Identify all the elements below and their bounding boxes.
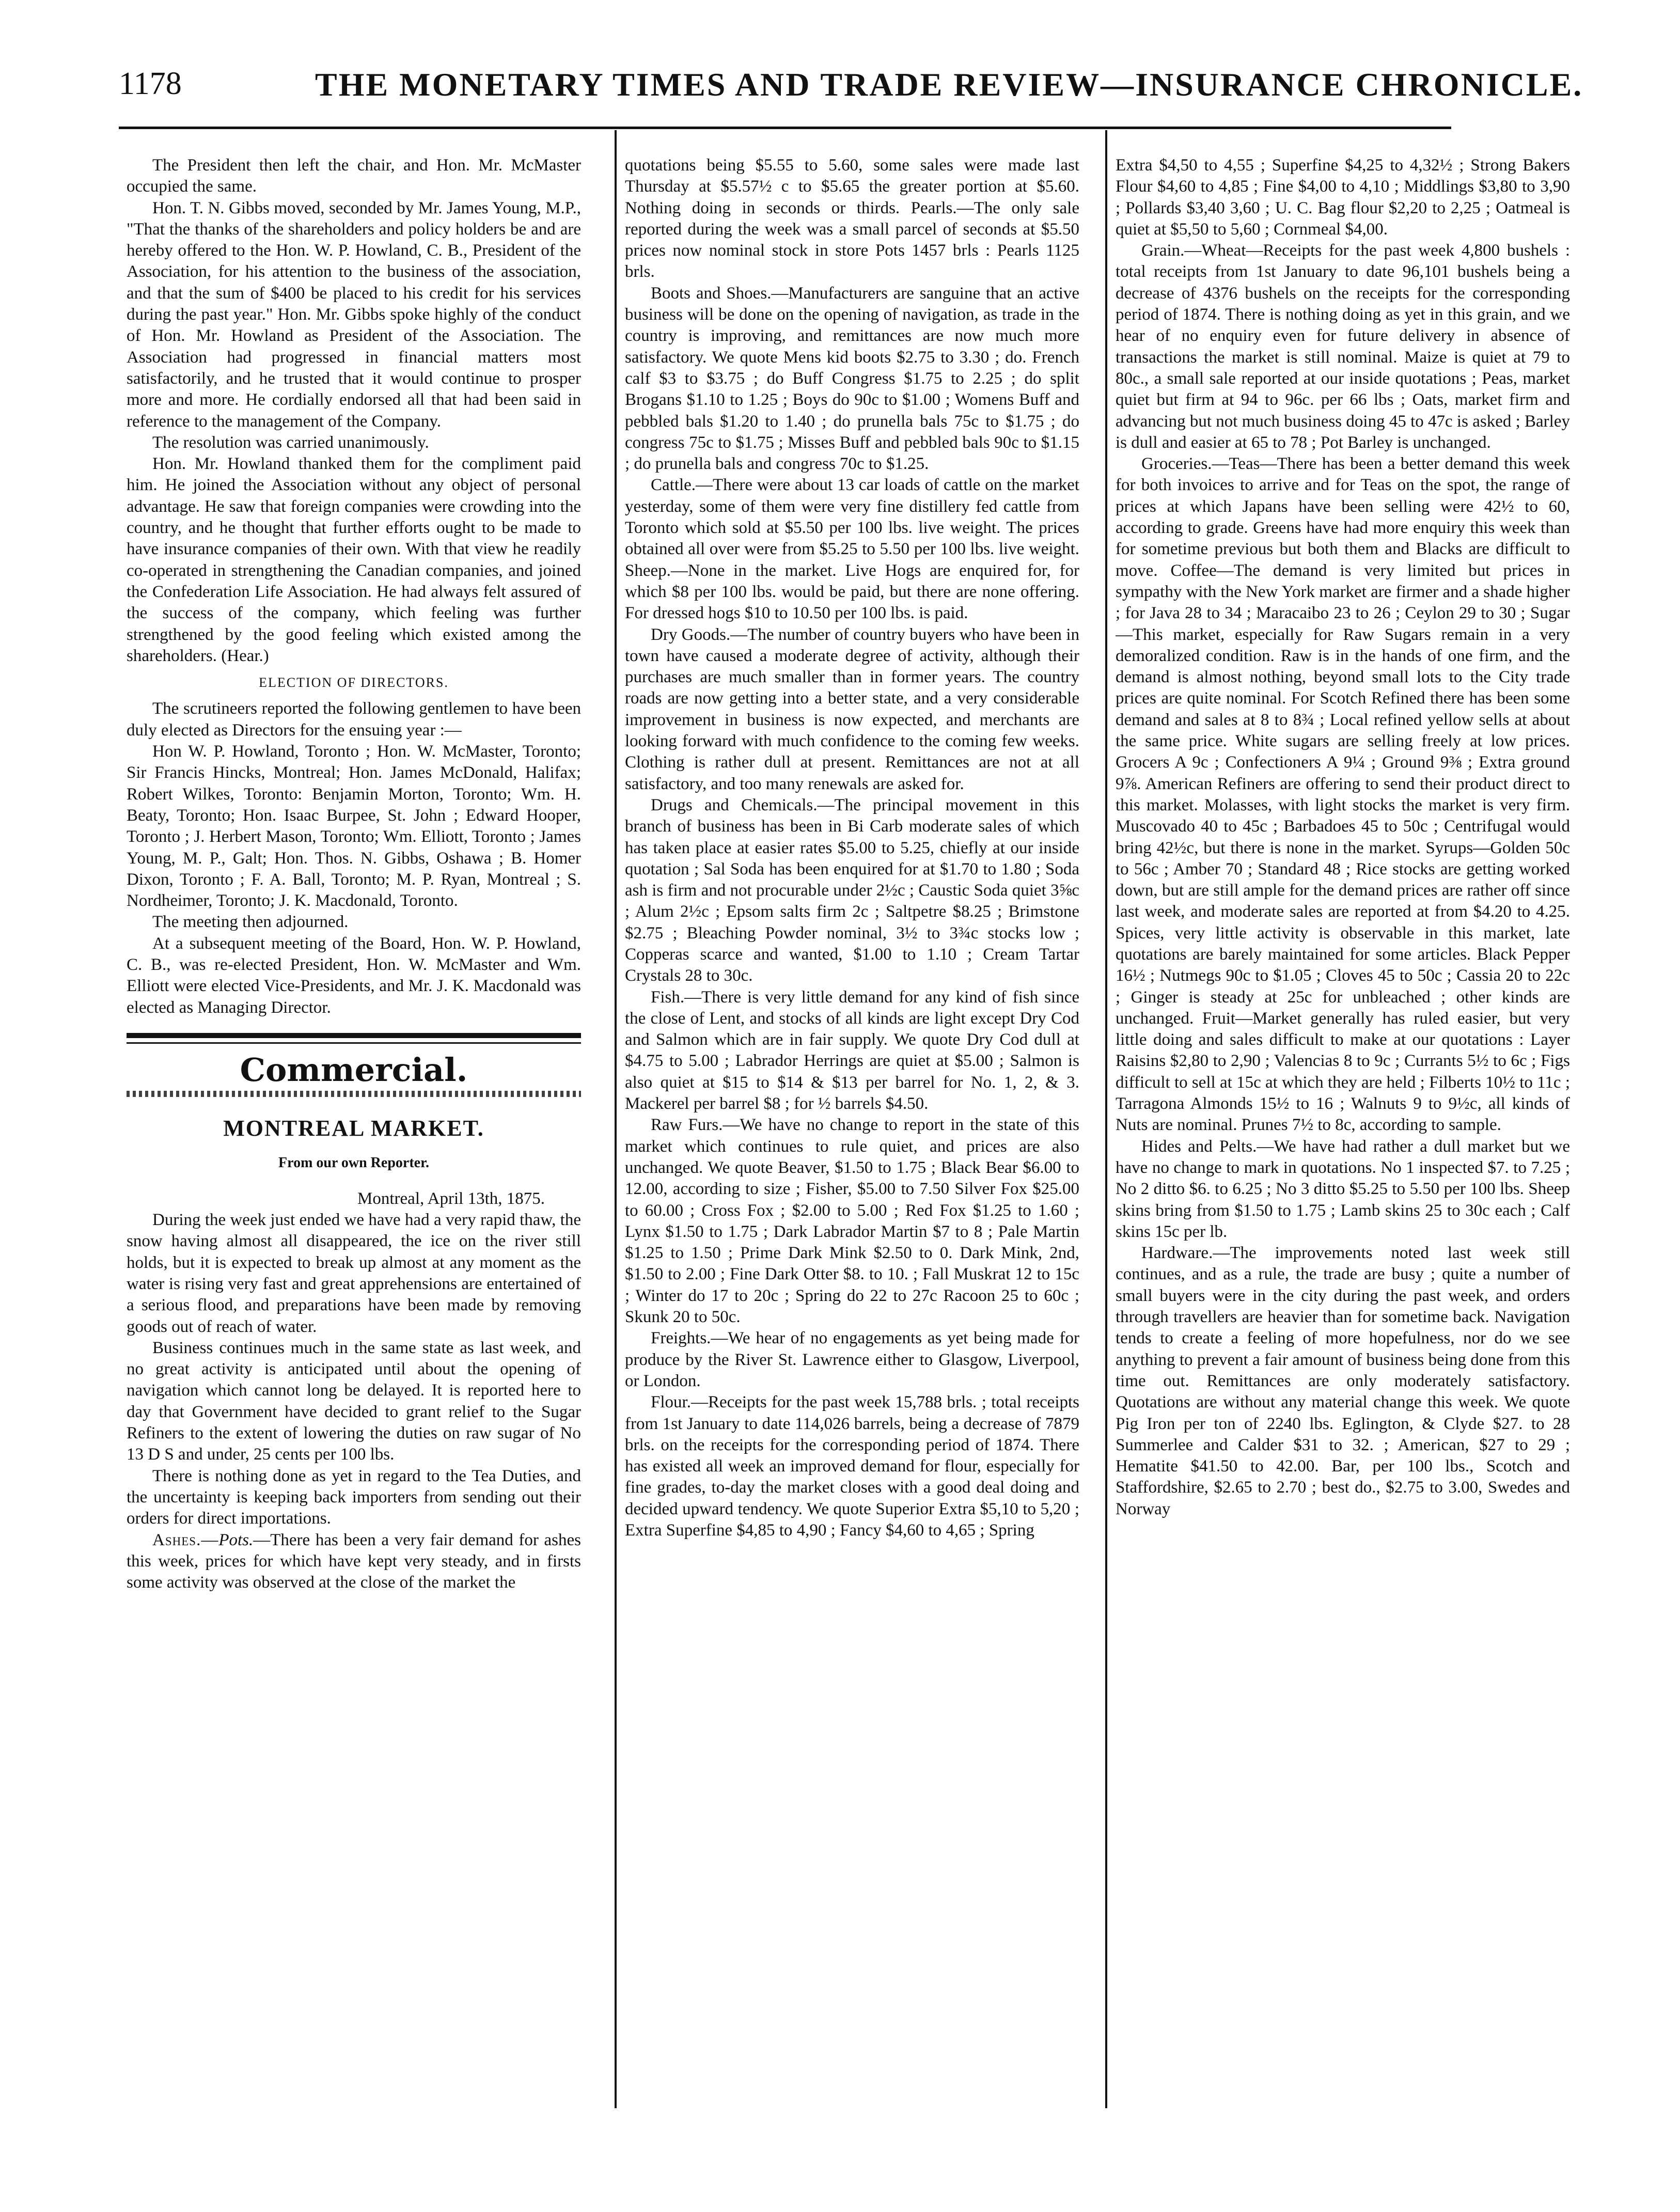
paragraph-freights: Freights.—We hear of no engagements as yet being made for produce by the River St. Lawrence either to Glasgow, Liverpool, or London. [625,1329,1079,1390]
paragraph-ashes [127,1530,581,1594]
paragraph-grain: Grain.—Wheat—Receipts for the past week 4,800 bushels : total receipts from 1st January to date 96,101 bushels being a decrease of 4376 bushels on the receipts for the corresponding period of 1874. There is nothing doing as yet in this grain, and we hear of no enquiry even for future delivery in absence of transactions the market is still nominal. Maize is quiet at 79 to 80c., a small sale reported at our inside quotations ; Peas, market quiet but firm at 94 to 96c. per 66 lbs ; Oats, market firm and advancing but not much business doing 45 to 47c is asked ; Barley is dull and easier at 65 to 78 ; Pot Barley is unchanged. [1116,241,1570,452]
dateline: Montreal, April 13th, 1875. [357,1189,545,1208]
directors-list: Hon W. P. Howland, Toronto ; Hon. W. McMaster, Toronto; Sir Francis Hincks, Montreal; Hon. James McDonald, Halifax; Robert Wilkes, Toronto: Benjamin Morton, Toronto; Wm. H. Beaty, Toronto; Hon. Isaac Burpee, St. John ; Edward Hooper, Toronto ; J. Herbert Mason, Toronto; Wm. Elliott, Toronto ; James Young, M. P., Galt; Hon. Thos. N. Gibbs, Oshawa ; B. Homer Dixon, Toronto ; F. A. Ball, Toronto; M. P. Ryan, Montreal ; S. Nordheimer, Toronto; J. K. Macdonald, Toronto. [127,742,581,911]
paragraph-boots-shoes: Boots and Shoes.—Manufacturers are sanguine that an active business will be done on the opening of navigation, as trade in the country is improving, and remittances are now much more satisfactory. We quote Mens kid boots $2.75 to 3.30 ; do. French calf $3 to $3.75 ; do Buff Congress $1.75 to 2.25 ; do split Brogans $1.10 to 1.25 ; Boys do 90c to $1.00 ; Womens Buff and pebbled bals $1.20 to 1.40 ; do prunella bals 75c to $1.75 ; do congress 75c to $1.75 ; Misses Buff and pebbled bals 90c to $1.15 ; do prunella bals and congress 70c to $1.25. [625,284,1079,474]
paragraph-groceries: Groceries.—Teas—There has been a better demand this week for both invoices to arrive and for Teas on the spot, the range of prices at which Japans have been selling were 42½ to 60, according to grade. Greens have had more enquiry this week than for sometime previous but both them and Blacks are difficult to move. Coffee—The demand is very limited but prices in sympathy with the New York market are firmer and a shade higher ; for Java 28 to 34 ; Maracaibo 23 to 26 ; Ceylon 29 to 30 ; Sugar—This market, especially for Raw Sugars remain in a very demoralized condition. Raw is in the hands of one firm, and the demand is almost nothing, beyond small lots to the City trade prices are quite nominal. For Scotch Refined there has been some demand and sales at 8 to 8¾ ; Local refined yellow sells at about the same price. White sugars are selling freely at low prices. Grocers A 9c ; Confectioners A 9¼ ; Ground 9⅜ ; Extra ground 9⅞. American Refiners are offering to send their product direct to this market. Molasses, with light stocks the market is very firm. Muscovado 40 to 45c ; Barbadoes 45 to 50c ; Centrifugal would bring 42½c, but there is none in the market. Syrups—Golden 50c to 56c ; Amber 70 ; Standard 48 ; Rice stocks are getting worked down, but are still ample for the demand prices are rather off since last week, and moderate sales are reported at from $4.20 to 4.25. Spices, very little activity is observable in this market, late quotations are barely maintained for some articles. Black Pepper 16½ ; Nutmegs 90c to $1.05 ; Cloves 45 to 50c ; Cassia 20 to 22c ; Ginger is steady at 25c for unbleached ; other kinds are unchanged. Fruit—Market generally has ruled easier, but very little doing and sales difficult to make at our quotations : Layer Raisins $2,80 to 2,90 ; Valencias 8 to 9c ; Currants 5½ to 6c ; Figs difficult to sell at 15c at which they are held ; Filberts 10½ to 11c ; Tarragona Almonds 15½ to 16 ; Walnuts 9 to 9½c, all kinds of Nuts are nominal. Prunes 7½ to 8c, according to sample. [1116,454,1570,1135]
decorative-rule [127,1091,581,1097]
column-2 [625,155,1079,1541]
paragraph-fish: Fish.—There is very little demand for any kind of fish since the close of Lent, and stocks of all kinds are light except Dry Cod and Salmon which are in fair supply. We quote Dry Cod dull at $4.75 to 5.00 ; Labrador Herrings are quiet at $5.00 ; Salmon is also quiet at $15 to $14 & $13 per barrel for No. 1, 2, & 3. Mackerel per barrel $8 ; for ½ barrels $4.50. [625,987,1079,1113]
page-number: 1178 [119,66,182,101]
paragraph-cattle: Cattle.—There were about 13 car loads of cattle on the market yesterday, some of them were very fine distillery fed cattle from Toronto which sold at $5.50 per 100 lbs. live weight. The prices obtained all over were from $5.25 to 5.50 per 100 lbs. live weight. Sheep.—None in the market. Live Hogs are enquired for, for which $8 per 100 lbs. would be paid, but there are none offering. For dressed hogs $10 to 10.50 per 100 lbs. is paid. [625,476,1079,623]
paragraph: The scrutineers reported the following gentlemen to have been duly elected as Directors for the ensuing year :— [127,699,581,740]
paragraph-flour: Flour.—Receipts for the past week 15,788 brls. ; total receipts from 1st January to date 114,026 barrels, being a decrease of 7879 brls. on the receipts for the corresponding period of 1874. There has existed all week an improved demand for flour, especially for fine grades, to-day the market closes with a good deal doing and decided upward tendency. We quote Superior Extra $5,10 to 5,20 ; Extra Superfine $4,85 to 4,90 ; Fancy $4,60 to 4,65 ; Spring [625,1393,1079,1540]
paragraph: There is nothing done as yet in regard to the Tea Duties, and the uncertainty is keeping back importers from sending out their orders for direct importations. [127,1466,581,1528]
paragraph: Hon. Mr. Howland thanked them for the compliment paid him. He joined the Association without any object of personal advantage. He saw that foreign companies were crowding into the country, and he thought that further efforts ought to be made to have insurance companies of their own. With that view he readily co-operated in strengthening the Canadian companies, and joined the Confederation Life Association. He had always felt assured of the success of the company, which feeling was further strengthened by the good feeling which existed among the shareholders. (Hear.) [127,454,581,665]
paragraph: The President then left the chair, and Hon. Mr. McMaster occupied the same. [127,156,581,196]
header-rule [119,127,1451,129]
column-3 [1116,155,1570,1520]
paragraph-hides: Hides and Pelts.—We have had rather a dull market but we have no change to mark in quotations. No 1 inspected $7. to 7.25 ; No 2 ditto $6. to 6.25 ; No 3 ditto $5.25 to 5.50 per 100 lbs. Sheep skins bring from $1.50 to 1.75 ; Lamb skins 25 to 30c each ; Calf skins 15c per lb. [1116,1137,1570,1241]
paragraph: Business continues much in the same state as last week, and no great activity is anticipated until about the opening of navigation which cannot long be delayed. It is reported here to day that Government have decided to grant relief to the Sugar Refiners to the extent of lowering the duties on raw sugar of No 13 D S and under, 25 cents per 100 lbs. [127,1338,581,1464]
page-header [119,59,1583,116]
paragraph: The meeting then adjourned. [152,913,349,932]
paragraph-hardware: Hardware.—The improvements noted last week still continues, and as a rule, the trade are busy ; quite a number of small buyers were in the city during the past week, and orders through travellers are heavier than for sometime back. Navigation tends to create a feeling of more hopefulness, nor do we see anything to prevent a fair amount of business being done from this time out. Remittances are only moderately satisfactory. Quotations are without any material change this week. We quote Pig Iron per ton of 2240 lbs. Eglington, & Clyde $27. to 28 Summerlee and Calder $31 to 32. ; American, $27 to 29 ; Hematite $41.50 to 42.00. Bar, per 100 lbs., Scotch and Staffordshire, $2.65 to 2.70 ; best do., $2.75 to 3.00, Swedes and Norway [1116,1244,1570,1518]
section-title: Commercial. [240,1050,468,1089]
paragraph: During the week just ended we have had a very rapid thaw, the snow having almost all disappeared, the ice on the river still holds, but it is expected to break up almost at any moment as the water is rising very fast and great apprehensions are entertained of a serious flood, and preparations have been made by removing goods out of reach of water. [127,1211,581,1336]
subhead: Ashes.— [152,1530,219,1549]
column-divider-2 [1105,130,1107,2108]
paragraph: At a subsequent meeting of the Board, Hon. W. P. Howland, C. B., was re-elected President, Hon. W. McMaster and Wm. Elliott were elected Vice-Presidents, and Mr. J. K. Macdonald was elected as Managing Director. [127,934,581,1017]
paragraph-text: —There has been a very fair demand for ashes this week, prices for which have kept very steady, and in firsts some activity was observed at the close of the market the [127,1530,581,1592]
masthead-title: THE MONETARY TIMES AND TRADE REVIEW—INSURANCE CHRONICLE. [315,66,1583,103]
section-rule [127,1033,581,1038]
paragraph: Hon. T. N. Gibbs moved, seconded by Mr. James Young, M.P., "That the thanks of the shareholders and policy holders be and are hereby offered to the Hon. W. P. Howland, C. B., President of the Association, for his attention to the business of the association, and that the sum of $400 be placed to his credit for his services during the past year." Hon. Mr. Gibbs spoke highly of the conduct of Hon. Mr. Howland as President of the Association. The Association had progressed in financial matters most satisfactorily, and he trusted that it would continue to prosper more and more. He cordially endorsed all that had been said in reference to the management of the Company. [127,198,581,431]
election-heading: ELECTION OF DIRECTORS. [259,675,449,691]
paragraph: The resolution was carried unanimously. [152,433,429,452]
item-name: Pots. [218,1530,254,1549]
column-1 [127,155,581,1593]
paragraph: quotations being $5.55 to 5.60, some sales were made last Thursday at $5.57½ c to $5.65 the greater portion at $5.60. Nothing doing in seconds or thirds. Pearls.—The only sale reported during the week was a small parcel of seconds at $5.50 prices now nominal stock in store Pots 1457 brls : Pearls 1125 brls. [625,156,1079,281]
market-title: MONTREAL MARKET. [223,1116,484,1141]
byline: From our own Reporter. [278,1155,429,1171]
paragraph: Extra $4,50 to 4,55 ; Superfine $4,25 to 4,32½ ; Strong Bakers Flour $4,60 to 4,85 ; Fine $4,00 to 4,10 ; Middlings $3,80 to 3,90 ; Pollards $3,40 3,60 ; U. C. Bag flour $2,20 to 2,25 ; Oatmeal is quiet at $5,50 to 5,60 ; Cornmeal $4,00. [1116,156,1570,239]
column-divider-1 [615,130,617,2108]
section-rule-thin [127,1042,581,1044]
paragraph-raw-furs: Raw Furs.—We have no change to report in the state of this market which continues to rule quiet, and prices are also unchanged. We quote Beaver, $1.50 to 1.75 ; Black Bear $6.00 to 12.00, according to size ; Fisher, $5.00 to 7.50 Silver Fox $25.00 to 60.00 ; Cross Fox ; $2.00 to 5.00 ; Red Fox $1.25 to 1.60 ; Lynx $1.50 to 1.75 ; Dark Labrador Martin $7 to 8 ; Pale Martin $1.25 to 1.50 ; Prime Dark Mink $2.50 to 0. Dark Mink, 2nd, $1.50 to 2.00 ; Fine Dark Otter $8. to 10. ; Fall Muskrat 12 to 15c ; Winter do 17 to 20c ; Spring do 22 to 27c Racoon 25 to 60c ; Skunk 20 to 50c. [625,1116,1079,1327]
paragraph-dry-goods: Dry Goods.—The number of country buyers who have been in town have caused a moderate degree of activity, although their purchases are much smaller than in former years. The country roads are now getting into a better state, and a very considerable improvement in business is now expected, and merchants are looking forward with much confidence to the coming few weeks. Clothing is rather dull at present. Remittances are not at all satisfactory, and too many renewals are asked for. [625,625,1079,793]
paragraph-drugs: Drugs and Chemicals.—The principal movement in this branch of business has been in Bi Carb moderate sales of which has taken place at easier rates $5.00 to 5.25, chiefly at our inside quotation ; Sal Soda has been enquired for at $1.70 to 1.80 ; Soda ash is firm and not procurable under 2½c ; Caustic Soda quiet 3⅝c ; Alum 2½c ; Epsom salts firm 2c ; Saltpetre $8.25 ; Brimstone $2.75 ; Bleaching Powder nominal, 3½ to 3¾c stocks low ; Copperas scarce and wanted, $1.00 to 1.10 ; Cream Tartar Crystals 28 to 30c. [625,795,1079,985]
